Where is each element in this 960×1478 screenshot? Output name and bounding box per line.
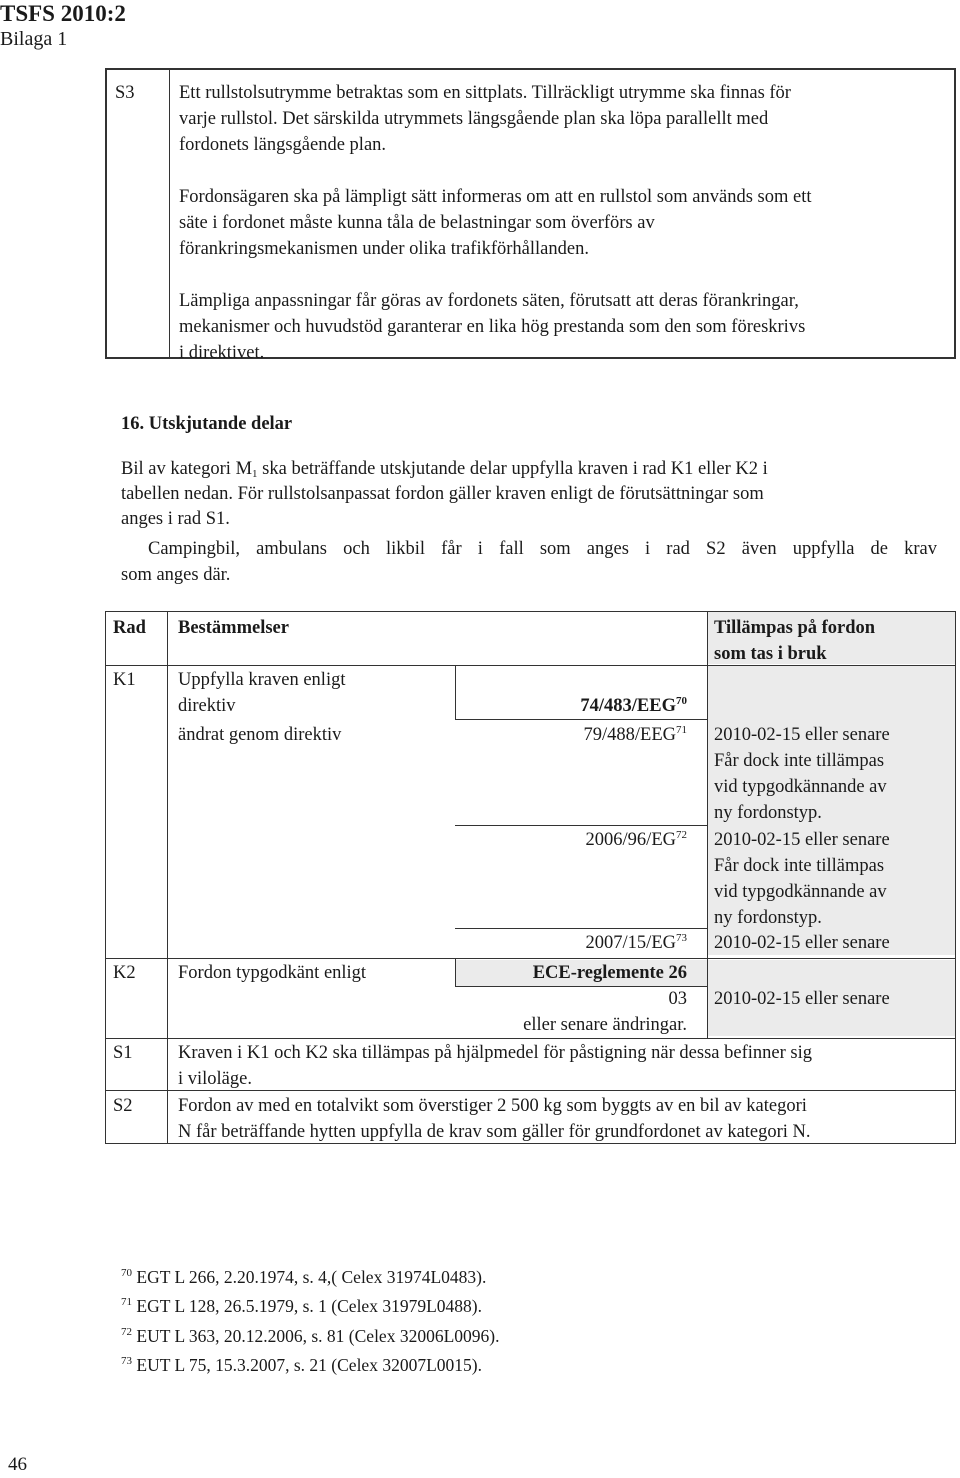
s1-text bbox=[178, 1040, 953, 1092]
text-line: i direktivet. bbox=[179, 343, 265, 363]
appendix-label: Bilaga 1 bbox=[0, 28, 68, 50]
footnote-71 bbox=[121, 1295, 482, 1317]
footnote-number: 71 bbox=[121, 1296, 132, 1308]
table-border-top bbox=[105, 611, 956, 612]
row-id-s2: S2 bbox=[113, 1096, 133, 1116]
table-rule bbox=[455, 825, 707, 826]
footnote-72 bbox=[121, 1325, 499, 1347]
table-border-right bbox=[955, 611, 956, 1144]
text-line: direktiv bbox=[178, 696, 236, 716]
intro-line-1 bbox=[121, 456, 911, 482]
page-number: 46 bbox=[8, 1454, 27, 1475]
text-line: Kraven i K1 och K2 ska tillämpas på hjälpmedel för påstigning när dessa befinner sig bbox=[178, 1043, 812, 1063]
text-line: Ett rullstolsutrymme betraktas som en sittplats. Tillräckligt utrymme ska finnas för bbox=[179, 83, 791, 103]
text-line: vid typgodkännande av bbox=[714, 777, 887, 797]
footnote-text: EGT L 266, 2.20.1974, s. 4,( Celex 31974L0483). bbox=[136, 1267, 487, 1287]
intro-line-5: som anges där. bbox=[121, 565, 231, 585]
k2-regulation: ECE-reglemente 26 bbox=[532, 963, 687, 983]
text-line: varje rullstol. Det särskilda utrymmets längsgående plan ska löpa parallellt med bbox=[179, 109, 769, 129]
text-line: Får dock inte tillämpas bbox=[714, 856, 885, 876]
text-line: Lämpliga anpassningar får göras av fordonets säten, förutsatt att deras förankringar, bbox=[179, 291, 799, 311]
k1-amendment-2 bbox=[455, 827, 687, 853]
table-column-divider bbox=[167, 611, 168, 1144]
row-id-s1: S1 bbox=[113, 1043, 133, 1063]
footnote-text: EGT L 128, 26.5.1979, s. 1 (Celex 31979L0488). bbox=[136, 1296, 482, 1316]
s3-paragraph-2 bbox=[179, 184, 949, 262]
directive-code: 79/488/EEG bbox=[583, 725, 676, 745]
table-border-left bbox=[105, 611, 106, 1144]
s2-text bbox=[178, 1093, 953, 1145]
footnote-73 bbox=[121, 1354, 482, 1376]
table-column-divider bbox=[169, 70, 170, 357]
text-line: 2010-02-15 eller senare bbox=[714, 725, 890, 745]
footnote-ref: 72 bbox=[676, 829, 687, 841]
footnote-ref: 71 bbox=[676, 724, 687, 736]
directive-code: 2007/15/EG bbox=[585, 933, 676, 953]
document-title: TSFS 2010:2 bbox=[0, 1, 126, 26]
column-header-bestammelser: Bestämmelser bbox=[178, 618, 289, 638]
k1-amendment-3 bbox=[455, 930, 687, 956]
text: ska beträffande utskjutande delar uppfylla kraven i rad K1 eller K2 i bbox=[257, 459, 768, 479]
row-id-k2: K2 bbox=[113, 963, 136, 983]
s3-paragraph-3 bbox=[179, 288, 949, 366]
footnote-ref: 73 bbox=[676, 932, 687, 944]
footnote-70 bbox=[121, 1266, 486, 1288]
text-line: säte i fordonet måste kunna tåla de belastningar som överförs av bbox=[179, 213, 655, 233]
row-id-s3: S3 bbox=[115, 83, 135, 103]
subscript: 1 bbox=[252, 468, 258, 480]
intro-line-2: tabellen nedan. För rullstolsanpassat fordon gäller kraven enligt de förutsättningar som bbox=[121, 484, 764, 504]
directive-code: 74/483/EEG bbox=[580, 696, 676, 716]
k1-amended-label: ändrat genom direktiv bbox=[178, 725, 342, 745]
text-line: mekanismer och huvudstöd garanterar en lika hög prestanda som den som föreskrivs bbox=[179, 317, 806, 337]
k1-amendment-1-applies bbox=[714, 722, 890, 826]
footnote-text: EUT L 75, 15.3.2007, s. 21 (Celex 32007L0015). bbox=[136, 1355, 482, 1375]
intro-line-4: Campingbil, ambulans och likbil får i fall som anges i rad S2 även uppfylla de krav bbox=[148, 539, 937, 559]
text: Bil av kategori M bbox=[121, 459, 253, 479]
text-line: Fordonsägaren ska på lämpligt sätt informeras om att en rullstol som används som ett bbox=[179, 187, 812, 207]
k2-description: Fordon typgodkänt enligt bbox=[178, 963, 367, 983]
text-line: Uppfylla kraven enligt bbox=[178, 670, 346, 690]
text-line: förankringsmekanismen under olika trafikförhållanden. bbox=[179, 239, 589, 259]
k1-amendment-2-applies bbox=[714, 827, 890, 931]
directive-code: 2006/96/EG bbox=[585, 830, 676, 850]
column-header-tillampas bbox=[714, 615, 875, 667]
table-rule bbox=[455, 719, 707, 720]
k1-description bbox=[178, 667, 345, 719]
section-heading: 16. Utskjutande delar bbox=[121, 414, 293, 434]
text-line: som tas i bruk bbox=[714, 644, 827, 664]
row-id-k1: K1 bbox=[113, 670, 136, 690]
text-line: Får dock inte tillämpas bbox=[714, 751, 885, 771]
text-line: i viloläge. bbox=[178, 1069, 252, 1089]
text-line: Fordon av med en totalvikt som överstiger 2 500 kg som byggts av en bil av kategori bbox=[178, 1096, 807, 1116]
k2-applies: 2010-02-15 eller senare bbox=[714, 989, 890, 1009]
text-line: ny fordonstyp. bbox=[714, 908, 822, 928]
column-header-rad: Rad bbox=[113, 618, 146, 638]
footnote-number: 70 bbox=[121, 1267, 132, 1279]
k2-series-note: eller senare ändringar. bbox=[523, 1015, 687, 1035]
text-line: Tillämpas på fordon bbox=[714, 618, 876, 638]
k1-amendment-1 bbox=[455, 722, 687, 748]
k2-series: 03 bbox=[668, 989, 687, 1009]
footnote-number: 73 bbox=[121, 1355, 132, 1367]
text-line: 2010-02-15 eller senare bbox=[714, 830, 890, 850]
text-line: ny fordonstyp. bbox=[714, 803, 822, 823]
table-rule bbox=[455, 928, 707, 929]
table-column-divider bbox=[707, 611, 708, 1038]
table-rule bbox=[105, 958, 956, 959]
text-line: vid typgodkännande av bbox=[714, 882, 887, 902]
table-rule bbox=[105, 1038, 956, 1039]
footnote-number: 72 bbox=[121, 1326, 132, 1338]
text-line: N får beträffande hytten uppfylla de krav som gäller för grundfordonet av kategori N. bbox=[178, 1122, 811, 1142]
k1-base-directive bbox=[455, 693, 687, 719]
footnote-ref: 70 bbox=[676, 695, 687, 707]
footnote-text: EUT L 363, 20.12.2006, s. 81 (Celex 32006L0096). bbox=[136, 1326, 500, 1346]
text-line: fordonets längsgående plan. bbox=[179, 135, 387, 155]
k1-amendment-3-applies: 2010-02-15 eller senare bbox=[714, 933, 890, 953]
s3-paragraph-1 bbox=[179, 80, 949, 158]
intro-line-3: anges i rad S1. bbox=[121, 509, 230, 529]
s3-requirement-table bbox=[105, 68, 956, 363]
